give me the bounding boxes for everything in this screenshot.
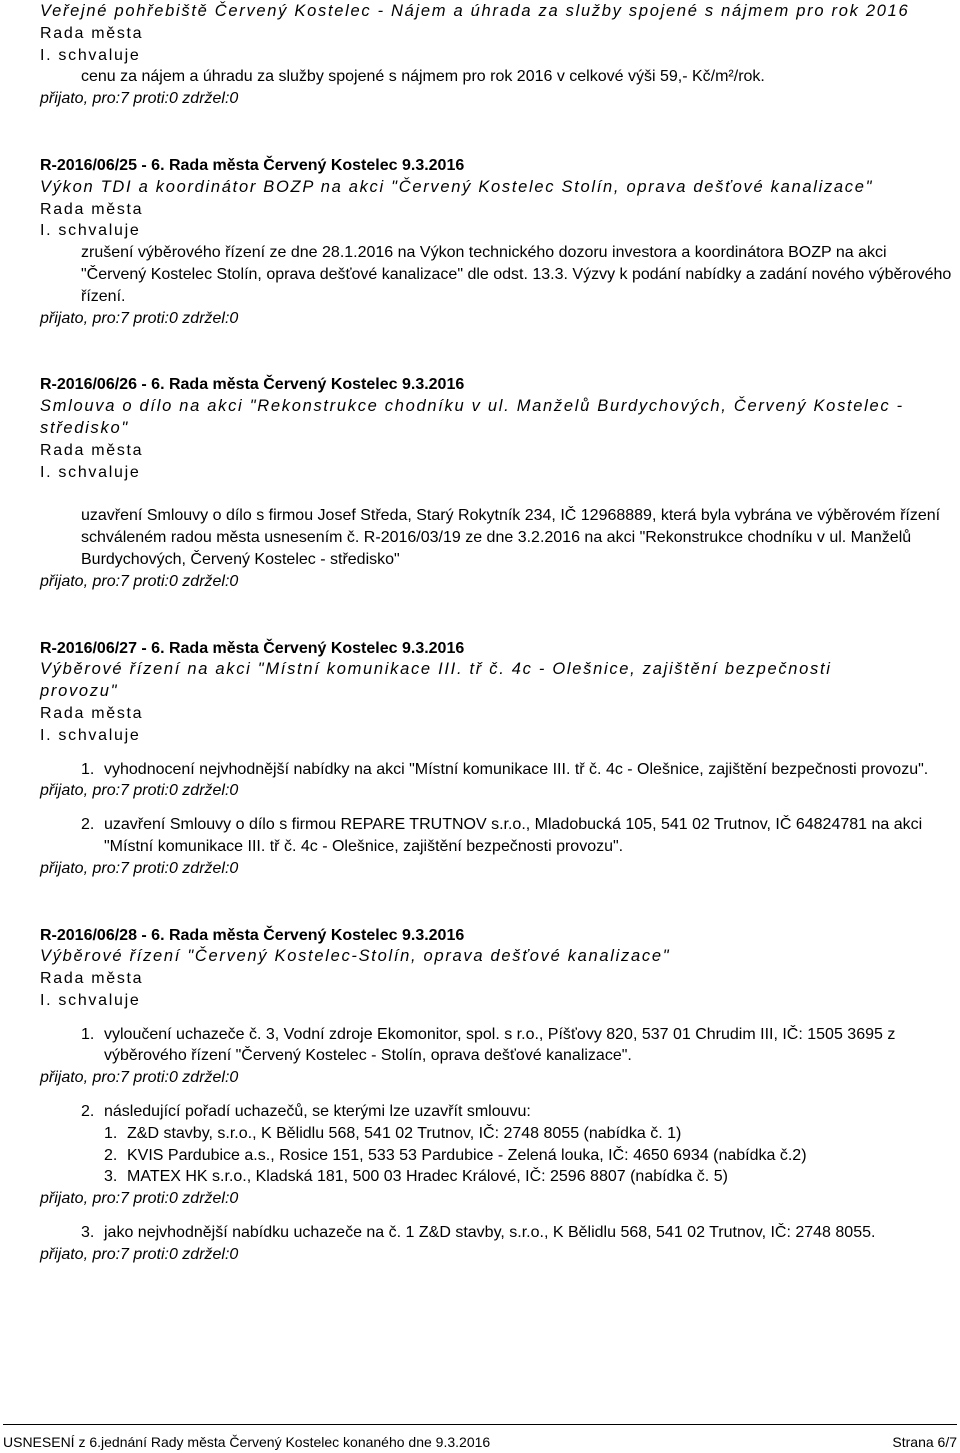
list-item <box>40 1024 956 1068</box>
council-label: Rada města <box>40 441 144 459</box>
council-label: Rada města <box>40 704 144 722</box>
resolution-title: Výkon TDI a koordinátor BOZP na akci "Červený Kostelec Stolín, oprava dešťové kanalizace" <box>40 177 874 196</box>
action-label: I. schvaluje <box>40 222 141 240</box>
action-label: I. schvaluje <box>40 726 141 744</box>
list-item <box>40 1222 956 1244</box>
list-item <box>40 814 956 858</box>
item-text: MATEX HK s.r.o., Kladská 181, 500 03 Hradec Králové, IČ: 2596 8807 (nabídka č. 5) <box>127 1168 728 1186</box>
sub-list-item <box>40 1166 956 1188</box>
item-text: KVIS Pardubice a.s., Rosice 151, 533 53 Pardubice - Zelená louka, IČ: 4650 6934 (nabídka č.2) <box>127 1146 807 1164</box>
vote-result: přijato, pro:7 proti:0 zdržel:0 <box>40 1069 239 1087</box>
item-number: 1. <box>81 1025 95 1043</box>
action-label: I. schvaluje <box>40 991 141 1009</box>
resolution-title: Výběrové řízení "Červený Kostelec-Stolín, oprava dešťové kanalizace" <box>40 947 671 966</box>
list-item <box>40 1101 956 1123</box>
document-page <box>40 0 956 1266</box>
vote-result: přijato, pro:7 proti:0 zdržel:0 <box>40 782 239 800</box>
sub-list-item <box>40 1123 956 1145</box>
list-item <box>40 759 956 781</box>
resolution-ref: R-2016/06/27 - 6. Rada města Červený Kostelec 9.3.2016 <box>40 639 465 657</box>
resolution-ref: R-2016/06/28 - 6. Rada města Červený Kostelec 9.3.2016 <box>40 926 465 944</box>
resolution-ref: R-2016/06/25 - 6. Rada města Červený Kostelec 9.3.2016 <box>40 156 465 174</box>
council-label: Rada města <box>40 970 144 988</box>
item-number: 2. <box>81 1103 95 1121</box>
item-text: vyloučení uchazeče č. 3, Vodní zdroje Ekomonitor, spol. s r.o., Píšťovy 820, 537 01 Chrudim III, IČ: 1505 3695 z výběrového řízení "Červený Kostelec - Stolín, oprava dešťové kanalizace". <box>104 1025 896 1065</box>
item-text: následující pořadí uchazečů, se kterými lze uzavřít smlouvu: <box>104 1103 531 1121</box>
sub-list-item <box>40 1145 956 1167</box>
council-label: Rada města <box>40 200 144 218</box>
resolution-title: Smlouva o dílo na akci "Rekonstrukce chodníku v ul. Manželů Burdychových, Červený Kostelec - středisko" <box>40 397 904 437</box>
page-footer <box>3 1424 957 1450</box>
item-number: 2. <box>104 1146 118 1164</box>
page-number: Strana 6/7 <box>892 1434 957 1450</box>
resolution-25 <box>40 155 956 329</box>
item-text: vyhodnocení nejvhodnější nabídky na akci "Místní komunikace III. tř č. 4c - Olešnice, zajištění bezpečnosti provozu". <box>104 760 929 778</box>
item-number: 1. <box>81 760 95 778</box>
item-number: 3. <box>104 1168 118 1186</box>
item-text: Z&D stavby, s.r.o., K Bělidlu 568, 541 02 Trutnov, IČ: 2748 8055 (nabídka č. 1) <box>127 1124 682 1142</box>
resolution-text: cenu za nájem a úhradu za služby spojené s nájmem pro rok 2016 v celkové výši 59,- Kč/m²/rok. <box>81 68 765 86</box>
item-number: 1. <box>104 1124 118 1142</box>
footer-text: USNESENÍ z 6.jednání Rady města Červený Kostelec konaného dne 9.3.2016 <box>3 1434 491 1450</box>
vote-result: přijato, pro:7 proti:0 zdržel:0 <box>40 1190 239 1208</box>
resolution-ref: R-2016/06/26 - 6. Rada města Červený Kostelec 9.3.2016 <box>40 376 465 394</box>
vote-result: přijato, pro:7 proti:0 zdržel:0 <box>40 309 239 327</box>
resolution-26 <box>40 374 956 592</box>
council-label: Rada města <box>40 24 144 42</box>
resolution-27 <box>40 638 956 880</box>
resolution-text: zrušení výběrového řízení ze dne 28.1.2016 na Výkon technického dozoru investora a koordinátora BOZP na akci "Červený Kostelec Stolín, oprava dešťové kanalizace" dle odst. 13.3. Výzvy k podání nabídky a zadání nového výběrového řízení. <box>81 244 952 305</box>
resolution-28 <box>40 925 956 1266</box>
vote-result: přijato, pro:7 proti:0 zdržel:0 <box>40 1245 239 1263</box>
resolution-cemetery <box>40 0 956 110</box>
resolution-text: uzavření Smlouvy o dílo s firmou Josef Středa, Starý Rokytník 234, IČ 12968889, která byla vybrána ve výběrovém řízení schváleném radou města usnesením č. R-2016/03/19 ze dne 3.2.2016 na akci "Rekonstrukce chodníku v ul. Manželů Burdychových, Červený Kostelec - středisko" <box>81 507 941 568</box>
action-label: I. schvaluje <box>40 463 141 481</box>
vote-result: přijato, pro:7 proti:0 zdržel:0 <box>40 572 239 590</box>
resolution-title: Výběrové řízení na akci "Místní komunikace III. tř č. 4c - Olešnice, zajištění bezpečnosti provozu" <box>40 660 832 701</box>
item-text: uzavření Smlouvy o dílo s firmou REPARE TRUTNOV s.r.o., Mladobucká 105, 541 02 Trutnov, IČ 64824781 na akci "Místní komunikace III. tř č. 4c - Olešnice, zajištění bezpečnosti provozu". <box>104 816 923 855</box>
resolution-title: Veřejné pohřebiště Červený Kostelec - Nájem a úhrada za služby spojené s nájmem pro rok 2016 <box>40 2 910 20</box>
item-number: 3. <box>81 1224 95 1242</box>
vote-result: přijato, pro:7 proti:0 zdržel:0 <box>40 859 239 877</box>
action-label: I. schvaluje <box>40 46 141 64</box>
vote-result: přijato, pro:7 proti:0 zdržel:0 <box>40 90 239 108</box>
item-number: 2. <box>81 816 95 834</box>
item-text: jako nejvhodnější nabídku uchazeče na č. 1 Z&D stavby, s.r.o., K Bělidlu 568, 541 02 Trutnov, IČ: 2748 8055. <box>104 1224 876 1242</box>
